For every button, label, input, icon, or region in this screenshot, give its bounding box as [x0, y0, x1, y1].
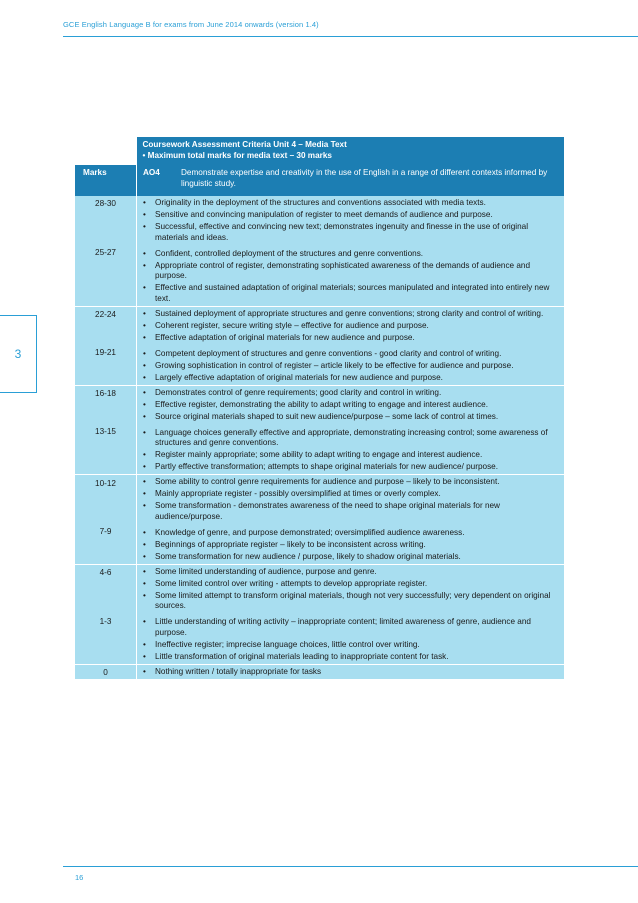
criteria-list	[143, 249, 560, 305]
title-blank-cell	[75, 137, 137, 165]
marks-cell	[75, 664, 137, 679]
marks-range: 0	[103, 668, 108, 677]
criterion-item: • Source original materials shaped to suit new audience/purpose – some lack of control at times.	[143, 412, 560, 423]
criteria-group	[137, 345, 564, 384]
criterion-item: • Some ability to control genre requirements for audience and purpose – likely to be inconsistent.	[143, 477, 560, 488]
marks-range: 25-27	[95, 247, 116, 257]
criteria-list	[143, 428, 560, 473]
criteria-list	[143, 667, 560, 678]
criterion-item: • Little transformation of original materials leading to inappropriate content for task.	[143, 652, 560, 663]
criteria-cell	[137, 385, 565, 475]
section-tab-label: 3	[14, 347, 22, 361]
criterion-item: • Growing sophistication in control of register – article likely to be effective for audience and purpose.	[143, 361, 560, 372]
table-row	[75, 385, 564, 475]
marks-range: 4-6	[99, 568, 112, 577]
criterion-item: • Effective register, demonstrating the ability to adapt writing to engage and interest audience.	[143, 400, 560, 411]
criterion-item: • Demonstrates control of genre requirements; good clarity and control in writing.	[143, 388, 560, 399]
table-row	[75, 475, 564, 565]
table-header-row	[75, 165, 564, 196]
table-row	[75, 306, 564, 385]
criterion-item: • Language choices generally effective and appropriate, demonstrating increasing control; some awareness of structures and genre conventions.	[143, 428, 560, 449]
criteria-list	[143, 309, 560, 344]
criteria-group	[137, 475, 564, 522]
marks-cell	[75, 306, 137, 385]
criterion-item: • Largely effective adaptation of original materials for new audience and purpose.	[143, 373, 560, 384]
criterion-item: • Coherent register, secure writing style – effective for audience and purpose.	[143, 321, 560, 332]
criterion-item: • Register mainly appropriate; some ability to adapt writing to engage and interest audience.	[143, 450, 560, 461]
footer-rule	[63, 866, 638, 867]
criteria-cell	[137, 475, 565, 565]
criteria-list	[143, 198, 560, 243]
criterion-item: • Mainly appropriate register - possibly oversimplified at times or overly complex.	[143, 489, 560, 500]
criteria-list	[143, 617, 560, 662]
criterion-item: • Originality in the deployment of the structures and conventions associated with media texts.	[143, 198, 560, 209]
criteria-group	[137, 424, 564, 473]
marks-range: 1-3	[99, 616, 112, 626]
marks-range: 7-9	[99, 527, 112, 536]
marks-range: 28-30	[95, 199, 116, 208]
criterion-item: • Some limited attempt to transform original materials, though not very successfully; very dependent on original sources.	[143, 591, 560, 612]
criterion-item: • Sensitive and convincing manipulation of register to meet demands of audience and purpose.	[143, 210, 560, 221]
criterion-item: • Some transformation for new audience / purpose, likely to shadow original materials.	[143, 552, 560, 563]
criterion-item: • Little understanding of writing activity – inappropriate content; limited awareness of genre, audience and purpose.	[143, 617, 560, 638]
criteria-cell	[137, 664, 565, 679]
page-number: 16	[75, 873, 84, 882]
assessment-objective-header	[137, 165, 565, 196]
criterion-item: • Effective adaptation of original materials for new audience and purpose.	[143, 333, 560, 344]
marks-column-header: Marks	[75, 165, 137, 196]
marks-cell	[75, 196, 137, 306]
criteria-list	[143, 567, 560, 612]
marks-cell	[75, 385, 137, 475]
criteria-cell	[137, 564, 565, 664]
criterion-item: • Sustained deployment of appropriate structures and genre conventions; strong clarity and control of writing.	[143, 309, 560, 320]
criteria-group	[137, 565, 564, 612]
criteria-list	[143, 528, 560, 563]
criteria-list	[143, 349, 560, 384]
criterion-item: • Nothing written / totally inappropriate for tasks	[143, 667, 560, 678]
criteria-group	[137, 245, 564, 305]
criterion-item: • Some transformation - demonstrates awareness of the need to shape original materials for new audience/purpose.	[143, 501, 560, 522]
table-row	[75, 196, 564, 306]
criteria-group	[137, 386, 564, 423]
criterion-item: • Effective and sustained adaptation of original materials; sources manipulated and integrated into entirely new text.	[143, 283, 560, 304]
criteria-list	[143, 477, 560, 522]
section-tab	[0, 315, 37, 393]
marks-range: 10-12	[95, 478, 116, 488]
marks-cell	[75, 475, 137, 565]
criteria-group	[137, 613, 564, 662]
ao-code: AO4	[143, 168, 160, 177]
marks-range: 22-24	[95, 310, 116, 319]
criteria-cell	[137, 306, 565, 385]
assessment-criteria-table	[75, 137, 564, 680]
criterion-item: • Competent deployment of structures and genre conventions - good clarity and control of writing.	[143, 349, 560, 360]
criterion-item: • Ineffective register; imprecise language choices, little control over writing.	[143, 640, 560, 651]
criterion-item: • Some limited control over writing - attempts to develop appropriate register.	[143, 579, 560, 590]
running-header: GCE English Language B for exams from June 2014 onwards (version 1.4)	[63, 20, 319, 29]
criterion-item: • Partly effective transformation; attempts to shape original materials for new audience/ purpose.	[143, 462, 560, 473]
table-title-line: Coursework Assessment Criteria Unit 4 – Media Text	[142, 140, 347, 149]
header-rule	[63, 36, 638, 37]
criteria-list	[143, 388, 560, 423]
criterion-item: • Confident, controlled deployment of the structures and genre conventions.	[143, 249, 560, 260]
criterion-item: • Beginnings of appropriate register – likely to be inconsistent across writing.	[143, 540, 560, 551]
ao-description: Demonstrate expertise and creativity in the use of English in a range of different contexts informed by linguistic study.	[181, 168, 548, 188]
criteria-cell	[137, 196, 565, 306]
criterion-item: • Appropriate control of register, demonstrating sophisticated awareness of the demands of audience and purpose.	[143, 261, 560, 282]
criteria-group	[137, 665, 564, 678]
criteria-group	[137, 196, 564, 243]
criterion-item: • Some limited understanding of audience, purpose and genre.	[143, 567, 560, 578]
max-marks-line: • Maximum total marks for media text – 30 marks	[142, 151, 332, 160]
table-title-row	[75, 137, 564, 165]
criterion-item: • Successful, effective and convincing new text; demonstrates ingenuity and finesse in the use of original materials and ideas.	[143, 222, 560, 243]
criterion-item: • Knowledge of genre, and purpose demonstrated; oversimplified audience awareness.	[143, 528, 560, 539]
table-row	[75, 564, 564, 664]
table-title	[137, 137, 565, 165]
marks-range: 16-18	[95, 389, 116, 398]
marks-range: 13-15	[95, 427, 116, 436]
marks-cell	[75, 564, 137, 664]
table-row	[75, 664, 564, 679]
marks-range: 19-21	[95, 348, 116, 357]
criteria-group	[137, 524, 564, 563]
criteria-group	[137, 307, 564, 344]
